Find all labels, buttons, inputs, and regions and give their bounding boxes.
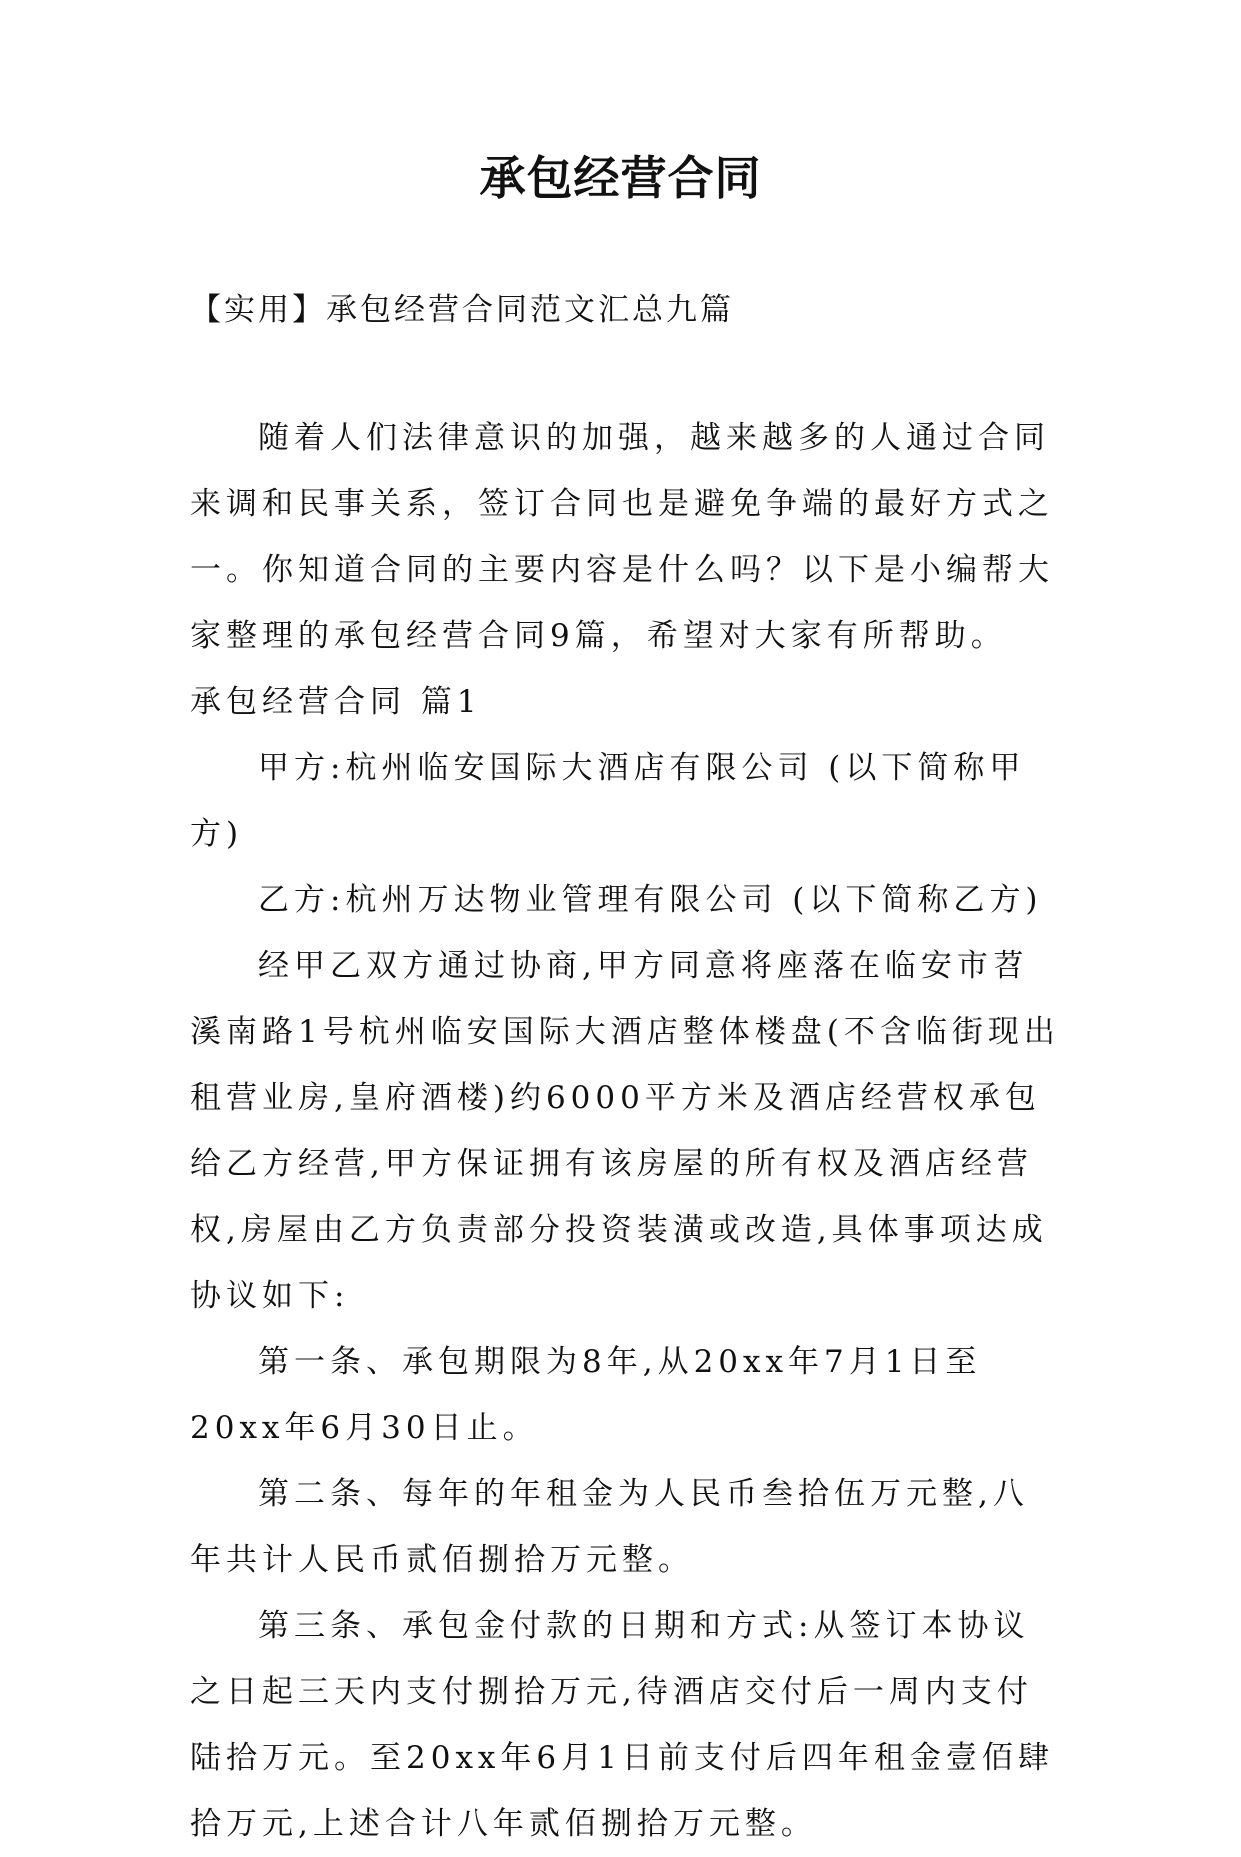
agreement-paragraph: 经甲乙双方通过协商,甲方同意将座落在临安市苕溪南路1号杭州临安国际大酒店整体楼盘(不含临街现出租营业房,皇府酒楼)约6000平方米及酒店经营权承包给乙方经营,甲方保证拥有该房屋的所有权及酒店经营权,房屋由乙方负责部分投资装潢或改造,具体事项达成协议如下: xyxy=(190,948,1060,1314)
party-a-paragraph: 甲方:杭州临安国际大酒店有限公司 (以下简称甲方) xyxy=(190,750,1026,852)
party-b-paragraph: 乙方:杭州万达物业管理有限公司 (以下简称乙方) xyxy=(258,882,1043,918)
article-2-paragraph: 第二条、每年的年租金为人民币叁拾伍万元整,八年共计人民币贰佰捌拾万元整。 xyxy=(190,1476,1029,1578)
section-heading: 承包经营合同 篇1 xyxy=(190,684,482,720)
article-1-paragraph: 第一条、承包期限为8年,从20xx年7月1日至20xx年6月30日止。 xyxy=(190,1344,982,1446)
document-title: 承包经营合同 xyxy=(479,151,762,205)
document-body xyxy=(190,405,1060,1857)
intro-paragraph: 随着人们法律意识的加强，越来越多的人通过合同来调和民事关系，签订合同也是避免争端的最好方式之一。你知道合同的主要内容是什么吗？以下是小编帮大家整理的承包经营合同9篇，希望对大家有所帮助。 xyxy=(190,420,1054,654)
document-subtitle: 【实用】承包经营合同范文汇总九篇 xyxy=(190,292,734,328)
article-3-paragraph: 第三条、承包金付款的日期和方式:从签订本协议之日起三天内支付捌拾万元,待酒店交付后一周内支付陆拾万元。至20xx年6月1日前支付后四年租金壹佰肆拾万元,上述合计八年贰佰捌拾万元整。 xyxy=(190,1608,1054,1842)
